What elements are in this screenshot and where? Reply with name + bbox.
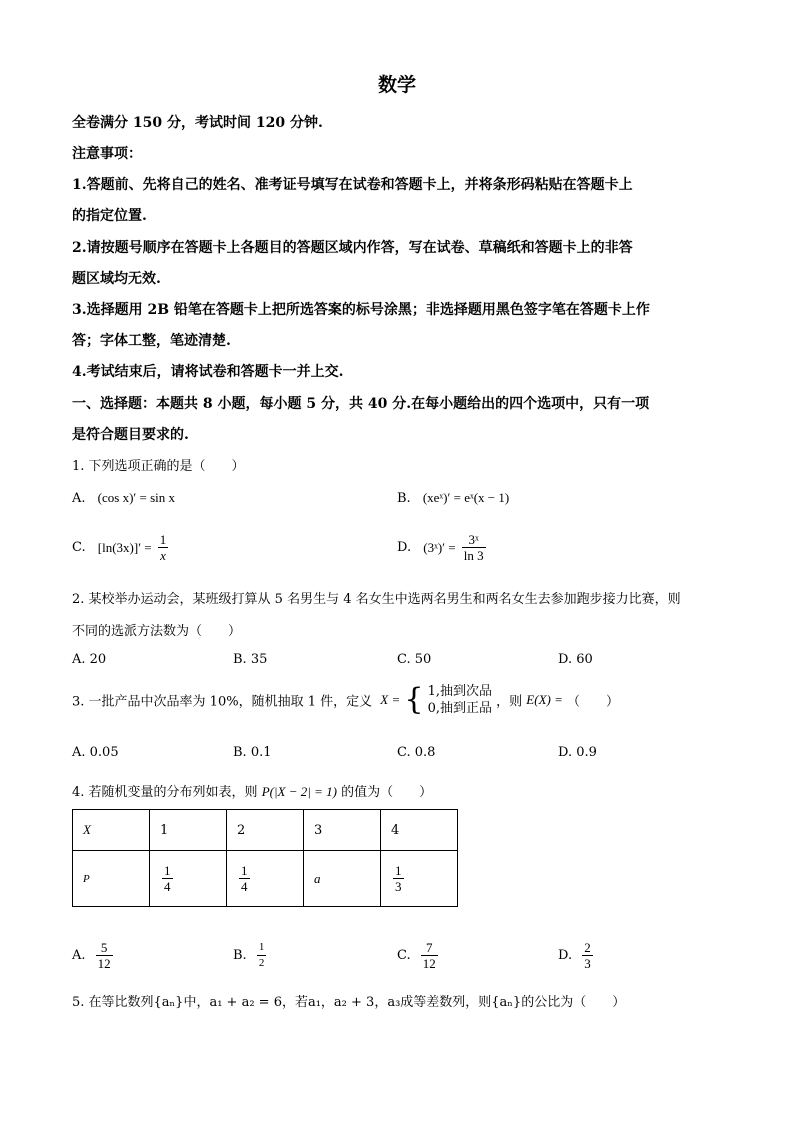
q1-d-label: D. — [397, 540, 412, 555]
note-2-line-1: 2.请按题号顺序在答题卡上各题目的答题区域内作答，写在试卷、草稿纸和答题卡上的非答 — [72, 240, 633, 256]
q1-a-expr: (cos x)′ = sin x — [97, 490, 176, 505]
q3-suffix: ，则 — [496, 694, 523, 710]
q4-b-fraction — [257, 940, 267, 971]
note-1-line-2: 的指定位置. — [72, 208, 147, 224]
note-2-line-2: 题区域均无效. — [72, 271, 161, 287]
q4-option-b — [233, 940, 268, 971]
q4-c-fraction — [421, 940, 438, 971]
table-cell-p2 — [227, 851, 304, 907]
table-cell-p4 — [381, 851, 458, 907]
q3-option-b: B. 0.1 — [233, 745, 272, 760]
p2-numerator: 1 — [241, 863, 248, 878]
table-row-x — [73, 810, 458, 851]
q1-option-b — [397, 490, 509, 506]
p4-numerator: 1 — [395, 863, 402, 878]
q1-option-d — [397, 532, 488, 563]
q1-option-c — [72, 532, 170, 563]
q4-a-fraction — [96, 940, 113, 971]
q4-stem-suffix: 的值为（ ） — [341, 785, 433, 800]
table-cell-p1 — [150, 851, 227, 907]
table-header-x: X — [73, 810, 150, 851]
q1-b-expr: (xeˣ)′ = eˣ(x − 1) — [422, 490, 510, 505]
table-cell-x3: 3 — [304, 810, 381, 851]
p4-fraction — [393, 863, 404, 894]
q3-brace: { — [404, 682, 424, 717]
q4-d-denominator: 3 — [584, 956, 591, 971]
table-cell-x1: 1 — [150, 810, 227, 851]
note-1-line-1: 1.答题前、先将自己的姓名、准考证号填写在试卷和答题卡上，并将条形码粘贴在答题卡上 — [72, 177, 633, 193]
q1-c-numerator: 1 — [159, 532, 167, 547]
q1-d-numerator: 3ˣ — [462, 532, 486, 548]
q4-b-label: B. — [233, 948, 247, 963]
q3-option-c: C. 0.8 — [397, 745, 436, 760]
q2-option-c: C. 50 — [397, 652, 432, 667]
q1-d-denominator: ln 3 — [463, 548, 484, 563]
q3-case-1: 1,抽到次品 — [427, 684, 492, 699]
notes-title: 注意事项： — [72, 146, 142, 162]
p1-denominator: 4 — [164, 879, 171, 894]
table-cell-p3: a — [304, 851, 381, 907]
q3-var: X = — [380, 692, 401, 707]
q4-d-fraction — [582, 940, 593, 971]
q4-a-numerator: 5 — [96, 940, 113, 956]
note-4: 4.考试结束后，请将试卷和答题卡一并上交. — [72, 364, 344, 380]
p1-fraction — [162, 863, 173, 894]
q4-b-numerator: 1 — [257, 940, 267, 956]
q4-option-a — [72, 940, 115, 971]
q5-stem: 5. 在等比数列{aₙ}中，a₁ + a₂ = 6，若a₁，a₂ + 3，a₃成等差数列，则{aₙ}的公比为（ ） — [72, 995, 626, 1010]
q1-c-left: [ln(3x)]′ = — [97, 539, 152, 555]
note-3-line-2: 答；字体工整，笔迹清楚. — [72, 333, 231, 349]
q2-stem-line-2: 不同的选派方法数为（ ） — [72, 624, 242, 639]
p2-fraction — [239, 863, 250, 894]
table-cell-x2: 2 — [227, 810, 304, 851]
q3-blank: （ ） — [567, 694, 620, 710]
score-info: 全卷满分 150 分，考试时间 120 分钟. — [72, 115, 323, 131]
q2-stem-line-1: 2. 某校举办运动会，某班级打算从 5 名男生与 4 名女生中选两名男生和两名女生去参加跑步接力比赛，则 — [72, 592, 681, 607]
q4-option-c — [397, 940, 440, 971]
q3-expect: E(X) = — [526, 692, 563, 707]
q3-option-d: D. 0.9 — [558, 745, 597, 760]
p1-numerator: 1 — [164, 863, 171, 878]
q4-d-numerator: 2 — [584, 940, 591, 955]
q4-stem — [72, 781, 432, 800]
q4-d-label: D. — [558, 948, 573, 963]
q4-c-denominator: 12 — [422, 956, 436, 971]
distribution-table — [72, 809, 458, 907]
note-3-line-1: 3.选择题用 2B 铅笔在答题卡上把所选答案的标号涂黑；非选择题用黑色签字笔在答题卡上作 — [72, 302, 650, 318]
section-1-line-1: 一、选择题：本题共 8 小题，每小题 5 分，共 40 分.在每小题给出的四个选项中，只有一项 — [72, 396, 650, 412]
q1-c-fraction — [158, 532, 169, 563]
page-title: 数学 — [377, 74, 416, 96]
table-cell-x4: 4 — [381, 810, 458, 851]
table-header-p: P — [73, 851, 150, 907]
p2-denominator: 4 — [241, 879, 248, 894]
q4-stem-prefix: 4. 若随机变量的分布列如表，则 — [72, 785, 258, 800]
q3-stem — [72, 683, 619, 717]
q4-option-d — [558, 940, 595, 971]
q4-a-label: A. — [72, 948, 86, 963]
q1-c-denominator: x — [160, 548, 166, 563]
q1-stem: 1. 下列选项正确的是（ ） — [72, 459, 245, 474]
q1-d-left: (3ˣ)′ = — [423, 539, 456, 555]
q4-c-numerator: 7 — [421, 940, 438, 956]
q1-a-label: A. — [72, 491, 86, 506]
q1-c-label: C. — [72, 540, 86, 555]
q4-b-denominator: 2 — [258, 957, 265, 969]
q4-stem-expr: P(|X − 2| = 1) — [261, 784, 337, 799]
q4-a-denominator: 12 — [97, 956, 111, 971]
q3-cases — [428, 683, 492, 717]
q2-option-a: A. 20 — [72, 652, 107, 667]
section-1-line-2: 是符合题目要求的. — [72, 427, 189, 443]
q3-case-2: 0,抽到正品 — [427, 701, 492, 716]
q1-b-label: B. — [397, 491, 411, 506]
table-row-p — [73, 851, 458, 907]
q3-prefix: 3. 一批产品中次品率为 10%，随机抽取 1 件，定义 — [72, 694, 373, 710]
q3-option-a: A. 0.05 — [72, 745, 119, 760]
q1-option-a — [72, 490, 175, 506]
q1-d-fraction — [462, 532, 486, 563]
q2-option-d: D. 60 — [558, 652, 593, 667]
p4-denominator: 3 — [395, 879, 402, 894]
q4-c-label: C. — [397, 948, 411, 963]
q2-option-b: B. 35 — [233, 652, 268, 667]
